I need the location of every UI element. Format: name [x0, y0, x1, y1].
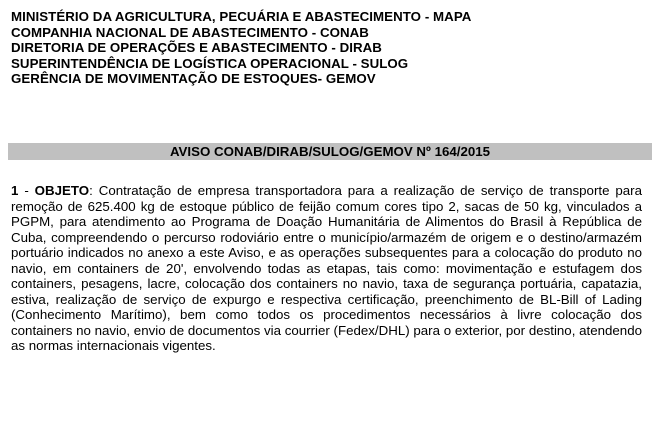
header-line-management: GERÊNCIA DE MOVIMENTAÇÃO DE ESTOQUES- GEMOV [11, 71, 376, 87]
header-line-ministry: MINISTÉRIO DA AGRICULTURA, PECUÁRIA E ABASTECIMENTO - MAPA [11, 9, 472, 24]
section-separator: - [18, 183, 35, 198]
header-line-directorate: DIRETORIA DE OPERAÇÕES E ABASTECIMENTO - DIRAB [11, 40, 382, 56]
notice-title: AVISO CONAB/DIRAB/SULOG/GEMOV Nº 164/2015 [169, 144, 491, 159]
header-line-company: COMPANHIA NACIONAL DE ABASTECIMENTO - CONAB [11, 24, 369, 40]
document-header [11, 9, 651, 87]
section-body-text: : Contratação de empresa transportadora para a realização de serviço de transporte para remoção de 625.400 kg de estoque público de feijão comum cores tipo 2, sacas de 50 kg, vinculados a PGPM, para atendimento ao Programa de Doação Humanitária de Alimentos do Brasil à República de Cuba, compreendendo o percurso rodoviário entre o município/armazém de origem e o destino/armazém portuário indicados no anexo a este Aviso, e as operações subsequentes para a colocação do produto no navio, em containers de 20', envolvendo todas as etapas, tais como: movimentação e estufagem dos containers, pesagens, lacre, colocação dos containers no navio, taxa de segurança portuária, capatazia, estiva, realização de serviço de expurgo e respectiva certificação, preenchimento de BL-Bill of Lading (Conhecimento Marítimo), bem como todos os procedimentos necessários à livre colocação dos containers no navio, envio de documentos via courrier (Fedex/DHL) para o exterior, por destino, atendendo as normas internacionais vigentes. [11, 183, 642, 353]
section-1-paragraph [11, 183, 642, 354]
notice-title-banner [8, 143, 652, 160]
section-number: 1 [11, 183, 19, 198]
header-line-superintendency: SUPERINTENDÊNCIA DE LOGÍSTICA OPERACIONAL - SULOG [11, 55, 409, 71]
section-heading: OBJETO [34, 183, 90, 198]
